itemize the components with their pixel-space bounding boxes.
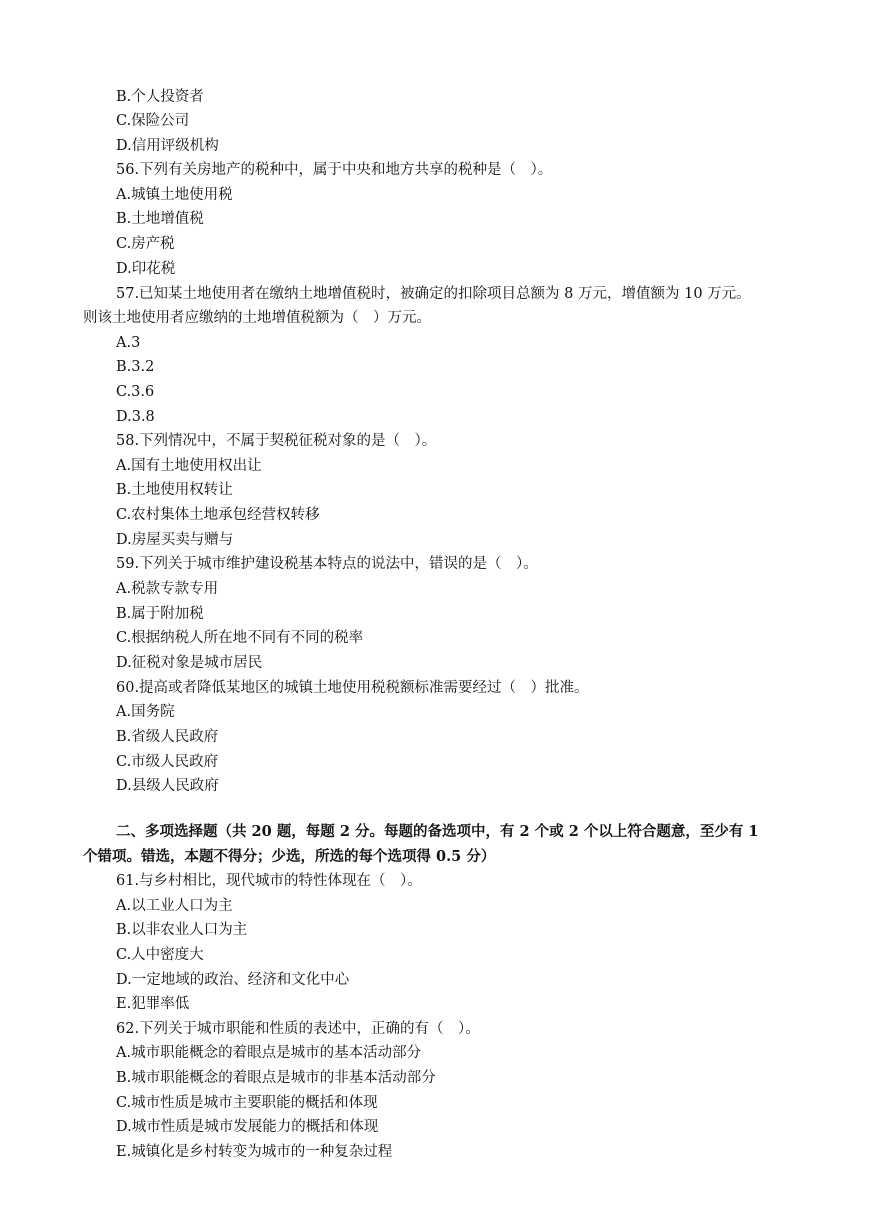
q57-option-c: C.3.6 xyxy=(116,384,155,400)
q62-option-b: B.城市职能概念的着眼点是城市的非基本活动部分 xyxy=(116,1070,436,1086)
q61-option-d: D.一定地域的政治、经济和文化中心 xyxy=(116,972,350,988)
q60-option-d: D.县级人民政府 xyxy=(116,778,219,794)
q60-option-c: C.市级人民政府 xyxy=(116,754,219,770)
q57-option-d: D.3.8 xyxy=(116,409,155,425)
q58-option-a: A.国有土地使用权出让 xyxy=(116,458,262,474)
question-59: 59.下列关于城市维护建设税基本特点的说法中，错误的是（ ）。 xyxy=(116,556,538,572)
q62-option-c: C.城市性质是城市主要职能的概括和体现 xyxy=(116,1095,378,1111)
q56-option-b: B.土地增值税 xyxy=(116,211,204,227)
q62-option-e: E.城镇化是乡村转变为城市的一种复杂过程 xyxy=(116,1144,393,1160)
question-58: 58.下列情况中，不属于契税征税对象的是（ ）。 xyxy=(116,433,437,449)
q61-option-a: A.以工业人口为主 xyxy=(116,898,233,914)
question-56: 56.下列有关房地产的税种中，属于中央和地方共享的税种是（ ）。 xyxy=(116,162,553,178)
q60-option-a: A.国务院 xyxy=(116,704,175,720)
q62-option-d: D.城市性质是城市发展能力的概括和体现 xyxy=(116,1119,379,1135)
q58-option-d: D.房屋买卖与赠与 xyxy=(116,532,234,548)
question-60: 60.提高或者降低某地区的城镇土地使用税税额标准需要经过（ ）批准。 xyxy=(116,680,589,696)
q58-option-c: C.农村集体土地承包经营权转移 xyxy=(116,507,320,523)
q56-option-d: D.印花税 xyxy=(116,261,176,277)
q59-option-d: D.征税对象是城市居民 xyxy=(116,655,263,671)
q56-option-a: A.城镇土地使用税 xyxy=(116,187,233,203)
question-57: 57.已知某土地使用者在缴纳土地增值税时，被确定的扣除项目总额为 8 万元，增值额为 10 万元。 xyxy=(116,286,751,302)
q56-option-c: C.房产税 xyxy=(116,236,175,252)
q61-option-c: C.人中密度大 xyxy=(116,947,204,963)
q59-option-c: C.根据纳税人所在地不同有不同的税率 xyxy=(116,630,364,646)
q55-option-b: B.个人投资者 xyxy=(116,89,204,105)
q55-option-c: C.保险公司 xyxy=(116,113,190,129)
q61-option-e: E.犯罪率低 xyxy=(116,996,190,1012)
q59-option-a: A.税款专款专用 xyxy=(116,581,219,597)
section-heading-multiple-choice: 二、多项选择题（共 20 题，每题 2 分。每题的备选项中，有 2 个或 2 个以上符合题意，至少有 1 xyxy=(116,823,759,840)
q59-option-b: B.属于附加税 xyxy=(116,606,204,622)
q55-option-d: D.信用评级机构 xyxy=(116,138,219,154)
q62-option-a: A.城市职能概念的着眼点是城市的基本活动部分 xyxy=(116,1045,422,1061)
question-62: 62.下列关于城市职能和性质的表述中，正确的有（ ）。 xyxy=(116,1021,480,1037)
q58-option-b: B.土地使用权转让 xyxy=(116,482,233,498)
q57-option-a: A.3 xyxy=(116,335,141,351)
q61-option-b: B.以非农业人口为主 xyxy=(116,922,248,938)
question-61: 61.与乡村相比，现代城市的特性体现在（ ）。 xyxy=(116,873,422,889)
q60-option-b: B.省级人民政府 xyxy=(116,729,219,745)
section-heading-continued: 个错项。错选，本题不得分；少选，所选的每个选项得 0.5 分） xyxy=(83,848,496,865)
q57-option-b: B.3.2 xyxy=(116,359,155,375)
question-57-continued: 则该土地使用者应缴纳的土地增值税额为（ ）万元。 xyxy=(83,310,431,326)
